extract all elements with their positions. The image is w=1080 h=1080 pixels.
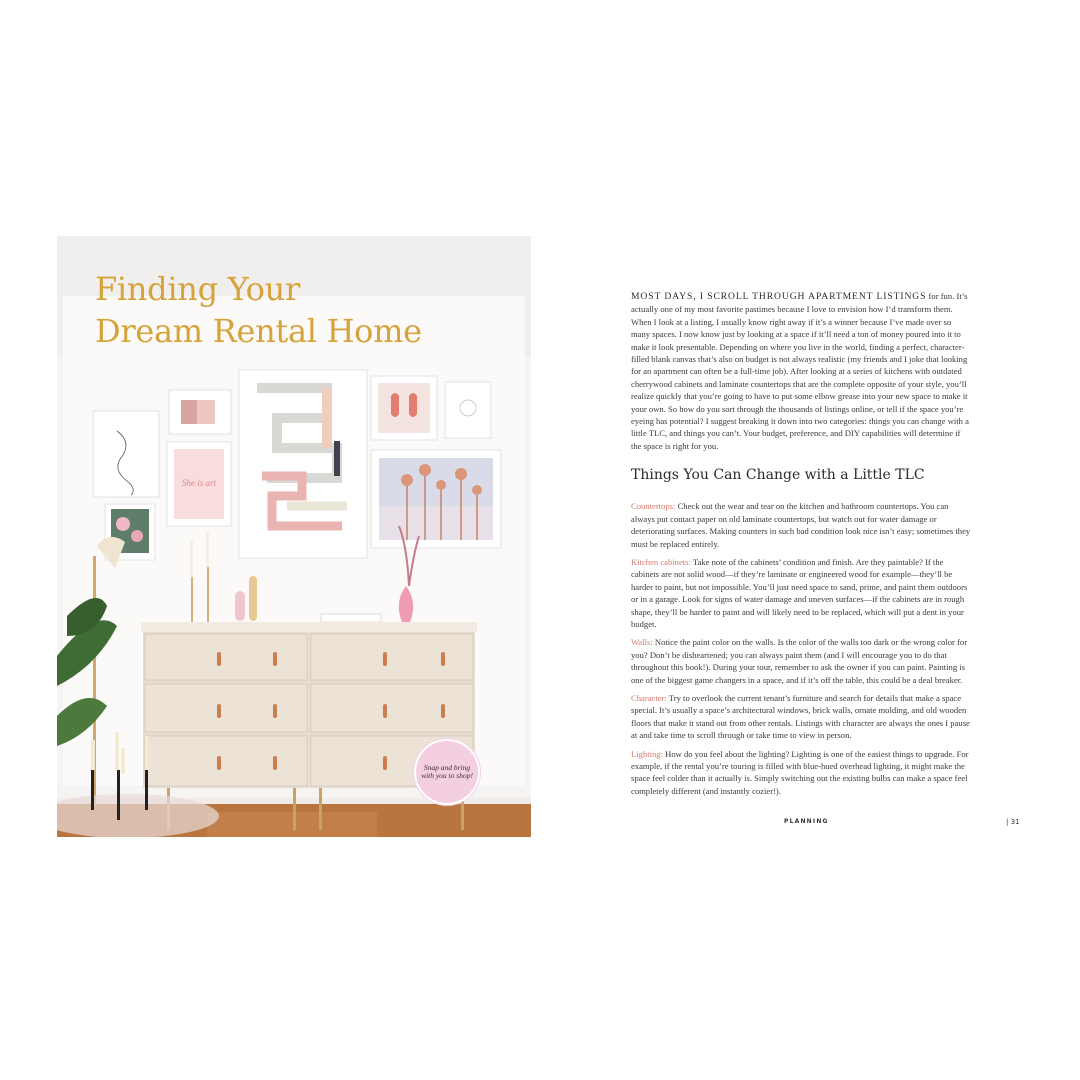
frame-abstract-large	[239, 370, 367, 558]
frame-line-drawing	[93, 411, 159, 497]
print-text: She is art	[181, 478, 217, 488]
badge-text: Snap and bring with you to shop!	[421, 762, 473, 780]
footer-section-label: PLANNING	[784, 818, 829, 825]
tip-term: Walls:	[631, 637, 653, 648]
floor-highlight	[207, 812, 377, 837]
frame-pink-abstract	[169, 390, 231, 434]
page-title	[95, 268, 422, 352]
intro-paragraph	[631, 290, 971, 452]
intro-body: for fun. It’s actually one of my most favorite pastimes because I love to envision how I’d transform them. When I look at a listing, I usually know right away if it’s a winner because I’ve made over so many spaces. I now know just by looking at a space if it’ll need a ton of money poured into it to make it look presentable. Depending on where you live in the world, finding a perfect, character-filled blank canvas that’s also on budget is not always realistic (my friends and I joke that looking for an apartment can often be a full-time job). After looking at a series of kitchens with outdated cherrywood cabinets and laminate countertops that are the complete opposite of your style, you’ll realize quickly that you’re going to have to put some elbow grease into your new space to make it your own. So how do you sort through the thousands of listings online, or tell if the space you’re eyeing has potential? I suggest breaking it down into two categories: things you can change with a little TLC, and things you can’t. Your budget, preference, and DIY capabilities will determine if the space is right for you.	[631, 291, 969, 451]
pink-vase-small	[235, 591, 245, 621]
tip-character	[631, 692, 971, 742]
tip-body: Take note of the cabinets’ condition and finish. Are they paintable? If the cabinets are not solid wood—if they’re laminate or engineered wood for example—they’ll be harder to paint, but not impossible. You’ll just need space to sand, prime, and paint them outdoors or in a garage. Look for signs of water damage and uneven surfaces—if the cabinets are in rough shape, they’ll be harder to paint and will likely need to be replaced, which will put a dent in your budget.	[631, 556, 968, 629]
tip-lighting	[631, 748, 971, 798]
frame-she-is-art	[167, 442, 231, 526]
tip-body: How do you feel about the lighting? Lighting is one of the easiest things to upgrade. For example, if the rental you’re touring is filled with blue-hued overhead lighting, it might make the space feel colder than it actually is. Simply switching out the existing bulbs can make a space feel completely different (and instantly cozier!).	[631, 748, 969, 796]
tip-term: Character:	[631, 692, 667, 703]
tip-countertops	[631, 500, 971, 550]
tip-body: Try to overlook the current tenant’s furniture and search for details that make a space special. It’s usually a space’s architectural windows, brick walls, ornate molding, and old wooden floors that make it stand out from other rentals. Listings with character are always the ones I pause at and take time to scroll through or take time to view in person.	[631, 692, 970, 741]
tip-body: Notice the paint color on the walls. Is the color of the walls too dark or the wrong color for you? Don’t be disheartened; you can always paint them (and I will encourage you to do that throughout this book!). During your tour, remember to ask the owner if you can paint. Painting is one of the biggest game changers in a space, and if it’s off the table, this could be a deal breaker.	[631, 637, 968, 685]
tip-body: Check out the wear and tear on the kitchen and bathroom countertops. You can always put contact paper on old laminate countertops, but watch out for water damage or deteriorating surfaces. Making counters in such bad condition look nice isn’t easy; sometimes they must be replaced entirely.	[631, 501, 971, 549]
tip-term: Kitchen cabinets:	[631, 556, 691, 567]
tip-walls	[631, 636, 971, 686]
snap-badge	[414, 739, 480, 805]
intro-lead: MOST DAYS, I SCROLL THROUGH APARTMENT LISTINGS	[631, 291, 927, 302]
frame-palm-trees	[371, 450, 501, 548]
title-line-1: Finding Your	[95, 270, 300, 308]
frame-hands	[371, 376, 437, 440]
frame-sketch-face	[445, 382, 491, 438]
text-page	[631, 290, 971, 803]
book-stack	[321, 614, 381, 622]
section-heading: Things You Can Change with a Little TLC	[631, 467, 925, 484]
tip-term: Countertops:	[631, 501, 676, 512]
tip-term: Lighting:	[631, 748, 663, 759]
title-line-2: Dream Rental Home	[95, 312, 422, 350]
page-number: | 31	[1006, 818, 1020, 826]
interior-photo	[57, 236, 531, 837]
wooden-figure	[249, 576, 257, 621]
tip-kitchen-cabinets	[631, 556, 971, 630]
